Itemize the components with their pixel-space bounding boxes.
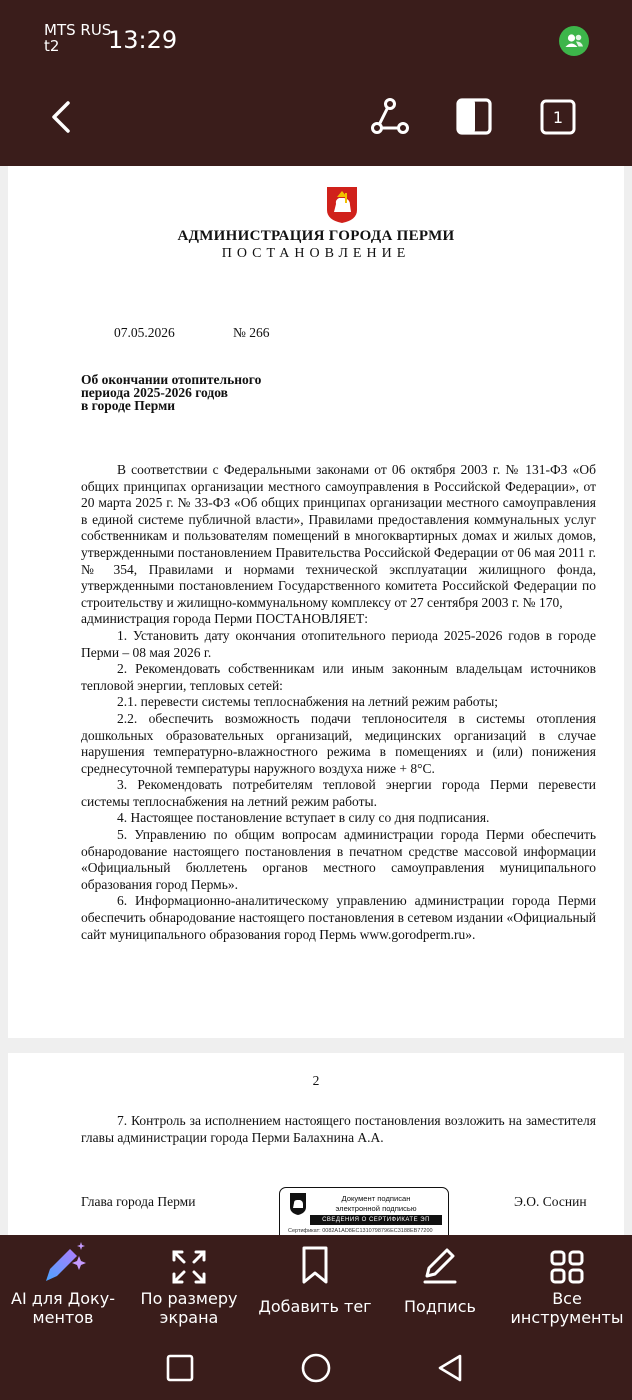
body-paragraph: 6. Информационно-аналитическому управлению администрации города Перми обеспечить обнародование настоящего постановления в сетевом издании «Официальный сайт муниципального образования город Пермь www.gorodperm.ru».	[81, 893, 596, 942]
tool-label: Добавить тег	[258, 1297, 372, 1316]
ai-pen-icon	[40, 1241, 86, 1285]
carrier-name-2: t2	[44, 37, 60, 55]
tool-label: Подпись	[404, 1297, 476, 1316]
body-paragraph: 7. Контроль за исполнением настоящего постановления возложить на заместителя главы администрации города Перми Балахнина А.А.	[81, 1113, 596, 1145]
back-triangle-icon	[435, 1353, 465, 1383]
tool-label: Все инструменты	[510, 1289, 624, 1327]
e-signature-stamp	[279, 1187, 449, 1235]
top-toolbar	[0, 0, 632, 166]
page-counter-button[interactable]	[536, 95, 580, 139]
signature-pen-icon	[420, 1245, 460, 1285]
body-paragraph: 2. Рекомендовать собственникам или иным законным владельцам источников тепловой энергии, тепловых сетей:	[81, 661, 596, 693]
document-date: 07.05.2026	[114, 325, 175, 340]
page-counter: 1	[552, 108, 564, 127]
document-page-2	[8, 1053, 624, 1235]
document-page-1	[8, 166, 624, 1038]
signatory-name: Э.О. Соснин	[514, 1194, 587, 1209]
document-number: № 266	[233, 325, 270, 340]
share-button[interactable]	[368, 95, 412, 139]
body-paragraph: 2.2. обеспечить возможность подачи теплоносителя в системы отопления дошкольных образовательных организаций, медицинских организаций в случае нарушения температурно-влажностного режима в помещениях и (или) понижения среднесуточной температуры наружного воздуха ниже + 8°С.	[81, 710, 596, 776]
stamp-line: Документ подписан	[341, 1194, 411, 1203]
body-paragraph: 3. Рекомендовать потребителям тепловой энергии города Перми перевести системы теплоснабжения на летний режим работы.	[81, 777, 596, 809]
system-nav-bar	[0, 1338, 632, 1400]
share-icon	[368, 95, 412, 139]
system-back-button[interactable]	[430, 1350, 470, 1386]
subject-line: периода 2025-2026 годов	[81, 385, 228, 400]
recents-button[interactable]	[160, 1350, 200, 1386]
subject-line: в городе Перми	[81, 398, 176, 413]
body-paragraph: администрация города Перми ПОСТАНОВЛЯЕТ:	[81, 611, 369, 627]
tool-label: AI для Доку- ментов	[11, 1289, 115, 1327]
fit-screen-icon	[171, 1249, 207, 1285]
view-mode-button[interactable]	[452, 95, 496, 139]
home-button[interactable]	[296, 1350, 336, 1386]
carrier-info	[44, 22, 111, 54]
stamp-line: электронной подписью	[335, 1204, 417, 1213]
stamp-certificate: Сертификат: 0082A1AD8EC1310798796EC3188EB77200	[288, 1228, 433, 1234]
carrier-name: MTS RUS	[44, 21, 112, 39]
status-time: 13:29	[108, 26, 178, 54]
grid-apps-icon	[549, 1249, 585, 1285]
body-paragraph: 4. Настоящее постановление вступает в силу со дня подписания.	[117, 810, 490, 826]
document-body	[81, 462, 596, 943]
stamp-header: СВЕДЕНИЯ О СЕРТИФИКАТЕ ЭП	[310, 1215, 442, 1225]
document-kind: ПОСТАНОВЛЕНИЕ	[221, 246, 411, 261]
body-paragraph: 1. Установить дату окончания отопительного периода 2025-2026 годов в городе Перми – 08 мая 2026 г.	[81, 627, 596, 660]
tool-label: По размеру экрана	[140, 1289, 238, 1327]
page-number: 2	[312, 1073, 320, 1088]
back-button[interactable]	[40, 95, 84, 139]
recents-icon	[165, 1353, 195, 1383]
bookmark-icon	[300, 1245, 330, 1285]
tool-signature[interactable]	[384, 1235, 496, 1338]
split-view-icon	[452, 95, 496, 139]
tool-all-tools[interactable]	[508, 1235, 626, 1338]
subject-line: Об окончании отопительного	[81, 372, 262, 387]
signatory-title: Глава города Перми	[81, 1194, 196, 1209]
chevron-left-icon	[40, 95, 84, 139]
org-name: АДМИНИСТРАЦИЯ ГОРОДА ПЕРМИ	[177, 228, 455, 244]
document-subject	[81, 373, 341, 412]
bottom-tool-panel	[0, 1235, 632, 1338]
body-paragraph: В соответствии с Федеральными законами от 06 октября 2003 г. № 131-ФЗ «Об общих принципах организации местного самоуправления в Российской Федерации», от 20 марта 2025 г. № 33-ФЗ «Об общих принципах организации местного самоуправления в единой системе публичной власти», Правилами предоставления коммунальных услуг собственникам и пользователям помещений в многоквартирных домах и жилых домов, утвержденными постановлением Правительства Российской Федерации от 06 мая 2011 г. № 354, Правилами и нормами технической эксплуатации жилищного фонда, утвержденными постановлением Государственного комитета Российской Федерации по строительству и жилищно-коммунальному комплексу от 27 сентября 2003 г. № 170,	[81, 462, 596, 610]
tool-fit-to-screen[interactable]	[130, 1235, 248, 1338]
page-frame-icon	[536, 95, 580, 139]
body-paragraph: 2.1. перевести системы теплоснабжения на летний режим работы;	[117, 694, 499, 710]
tool-ai-documents[interactable]	[4, 1235, 122, 1338]
body-paragraph: 5. Управлению по общим вопросам администрации города Перми обеспечить обнародование настоящего постановления в печатном средстве массовой информации «Официальный бюллетень органов местного самоуправления муниципального образования город Пермь».	[81, 827, 596, 892]
account-icon[interactable]	[559, 26, 589, 56]
home-circle-icon	[300, 1352, 332, 1384]
tool-add-tag[interactable]	[252, 1235, 378, 1338]
perm-emblem-icon	[289, 1192, 307, 1216]
perm-coat-of-arms-icon	[326, 186, 358, 224]
